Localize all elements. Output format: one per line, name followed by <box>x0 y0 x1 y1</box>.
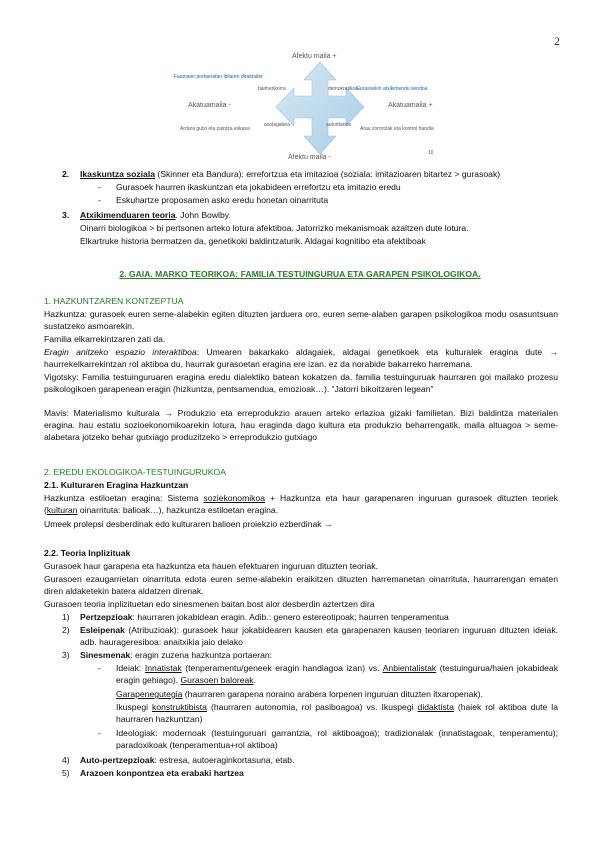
culture-text-a: Hazkuntza estiloetan eragina: Sistema <box>44 493 204 503</box>
self-perceptions-item <box>80 754 294 766</box>
perspectives <box>116 701 558 725</box>
problem-solving-item: Arazoen konpontzea eta erabaki hartzea <box>80 768 244 778</box>
innatist-desc: (tenperamentu/geneek eragin handiagoa izan) vs. <box>181 663 383 673</box>
subsection-2-1-paragraph-2: Umeek prolepsi desberdinak edo kulturaren balioen proiekzio ezberdinak → <box>44 519 333 529</box>
item-number: 3) <box>62 650 70 660</box>
section-1-paragraph-3 <box>44 346 558 370</box>
beliefs-term: Sinesmenak <box>80 650 131 660</box>
attributions-desc: (Atribuzioak): gurasoek haur jokabidearen kausen eta garapenaren kausen teoriaren inguruan dituzten ideiak. adb. haurageresiboa: anaitxikia jaio delako <box>80 625 558 647</box>
note-bottom-right: Arau zorrotzak eta kontrol handia <box>360 126 434 132</box>
subsection-2-1-paragraph-1 <box>44 492 558 516</box>
bullet-dash: - <box>98 663 101 673</box>
four-way-arrow-icon <box>276 62 364 154</box>
interactive-space-desc: : Umearen bakarkako aldagaiek, aldagai genetikoek eta kulturalek eragina dute → haurrekelkarrekintzan rol aktiboa du, haurrak gurasoetan eragina ere izan. ez da norabide bakarreko harremana. <box>44 347 558 369</box>
attachment-line-2: Elkartruke historia bermatzen da, genetikoki baldintzaturik. Aldagai kognitibo eta afektiboak <box>80 236 426 246</box>
innatist-term: Innatistak <box>144 663 182 673</box>
ideologies: Ideologiak: modernoak (testuinguruari garrantzia, rol aktiboagoa); tradizionalak (innatistagoak, tenperamentu); paradoxikoak (tenperamentua+rol aktiboa) <box>116 728 558 750</box>
quadrant-neglectful: axolagabea <box>264 122 290 128</box>
calendar-term: Garapenegutegia <box>116 689 183 699</box>
axis-right-label: Akatuamaila + <box>388 102 433 109</box>
calendar-desc: (haurraren garapena noraino arabera lorpenen inguruan dituzten itxaropenak). <box>182 689 483 699</box>
social-learning-bullet-1: Gurasoek haurren ikaskuntzan eta jokabideen errefortzu eta imitazio eredu <box>116 182 401 192</box>
item-number: 1) <box>62 612 70 622</box>
subsection-2-2-paragraph-1: Gurasoek haur garapena eta hazkuntza eta hauen efektuaren inguruan dituzten teoriak. <box>44 561 378 571</box>
axis-bottom-label: Afektu maila - <box>288 154 331 161</box>
section-1-paragraph-4: Vigotsky: Familia testuinguruaren eragina eredu dialektiko batean kokatzen da. familia testuinguruak haurraren goi mailako prozesu psikologikoen garapenean eragin (hizkuntza, pentsamendua, emozioak…). “Jatorri bikoitzaren legean” <box>44 372 558 394</box>
parent-values-term: Gurasoen baloreak <box>180 675 254 685</box>
item-number: 2) <box>62 625 70 635</box>
culture-term: kulturan <box>46 505 78 515</box>
didactic-desc: (haiek rol aktiboa dute la haurraren hazkuntzan) <box>116 702 558 724</box>
note-bottom-left: Ardura gutxi eta zaintza eskasa <box>180 126 250 132</box>
beliefs-item <box>80 649 272 661</box>
social-learning-bullet-2: Eskuhartze proposamen asko eredu honetan oinarrituta <box>116 195 329 205</box>
development-calendar <box>116 688 483 700</box>
perceptions-desc: : haurraren jokabidean eragin. Adib.: genero estereotipoak; haurren tenperamentua <box>132 612 449 622</box>
subsection-2-2-paragraph-2: Gurasoen ezaugarrietan oinarrituta edota euren seme-alabekin eraikitzen dituzten harremanetan oinarrituta, haurrarengan ematen diren aldaketekin batera aldatzen direnak. <box>44 574 558 596</box>
chapter-heading: 2. GAIA. MARKO TEORIKOA: FAMILIA TESTUINGURUA ETA GARAPEN PSIKOLOGIKOA. <box>119 269 481 279</box>
item-number: 5) <box>62 768 70 778</box>
section-2-title: 2. EREDU EKOLOGIKOA-TESTUINGURUKOA <box>44 467 226 477</box>
bullet-dash: - <box>98 728 101 738</box>
self-perceptions-term: Auto-pertzepzioak <box>80 755 155 765</box>
attachment-title: Atxikimenduaren teoria <box>80 210 176 220</box>
bullet-dash: - <box>98 182 101 192</box>
ideas-end: . <box>253 675 256 685</box>
attachment-line <box>80 209 231 221</box>
environmentalist-desc: (testuingurua/haien jokabideak eragin gehiago). <box>116 663 558 685</box>
interactive-space-term: Eragin anitzeko espazio interaktiboa <box>44 347 197 357</box>
social-learning-line <box>80 168 500 180</box>
attachment-author: . John Bowlby. <box>175 210 231 220</box>
note-top-right: Gurasoekin atxikimendu sendoa <box>356 86 428 92</box>
quadrant-democratic: demokratikoa <box>328 86 359 92</box>
social-learning-title: Ikaskuntza soziala <box>80 169 155 179</box>
socioeconomic-term: soziekonomikoa <box>203 493 266 503</box>
note-top-left: Faamaier portaeratan ibilaren diraldaiter <box>174 74 263 80</box>
section-1-title: 1. HAZKUNTZAREN KONTZEPTUA <box>44 296 184 306</box>
item-number: 2. <box>62 169 70 179</box>
subsection-2-1-title: 2.1. Kulturaren Eragina Hazkuntzan <box>44 480 189 490</box>
quadrant-permissive: baimenkorra <box>258 86 286 92</box>
beliefs-desc: : eragin zuzena hazkuntza portaeran: <box>130 650 273 660</box>
subsection-2-2-paragraph-3: Gurasoen teoria inplizituetan edo sinesmenen baitan bost alor desberdin aztertzen dira <box>44 599 375 609</box>
constructivist-desc: (haurraren autonomia, rol pasiboagoa) vs. Ikuspegi <box>206 702 418 712</box>
culture-text-c: oinarrituta: balioak…), hazkuntza estiloetan eragina. <box>77 505 279 515</box>
social-learning-desc: (Skinner eta Bandura): errefortzua eta imitazioa (soziala: imitazioaren bitartez > gurasoak) <box>155 169 501 179</box>
environmentalist-term: Anbientalistak <box>382 663 437 673</box>
quadrant-authoritarian: autoritarioa <box>326 122 352 128</box>
didactic-term: didaktista <box>417 702 454 712</box>
section-1-paragraph-1: Hazkuntza: gurasoek euren seme-alabekin egiten dituzten jarduera oro, euren seme-alaben garapen psikologikoa modu osasuntsuan sustatzeko asmoarekin. <box>44 309 558 331</box>
perspective-label: Ikuspegi <box>116 702 153 712</box>
section-1-paragraph-2: Familia elkarrekintzaren zati da. <box>44 334 166 344</box>
axis-left-label: Akatuamaila - <box>188 102 231 109</box>
section-1-paragraph-5: Mavis: Materialismo kulturala → Produkzio eta erreprodukzio arauen arteko erlazioa gizaki familietan. Bizi baldintza materialen eragina. hau estatu sozioekonomikoarekin lotura, hau eraginda dago kultura eta produkzio beharrengatik. maila altuagoa > seme-alabetara jotzeko behar gutxiago produzitzeko > erreprodukzio gutxiago <box>44 408 558 442</box>
beliefs-ideas <box>116 662 558 686</box>
item-number: 4) <box>62 755 70 765</box>
attributions-item <box>80 624 558 648</box>
figure-number: 10 <box>428 150 434 156</box>
attachment-line-1: Oinarri biologikoa > bi pertsonen arteko lotura afektiboa. Jatorrizko mekanismoak azaltzen dute lotura. <box>80 223 469 233</box>
parenting-styles-diagram <box>170 50 450 165</box>
bullet-dash: - <box>98 195 101 205</box>
perceptions-term: Pertzepzioak <box>80 612 133 622</box>
self-perceptions-desc: : estresa, autoeraginkortasuna, etab. <box>154 755 295 765</box>
perceptions-item <box>80 611 449 623</box>
constructivist-term: konstruktibista <box>152 702 207 712</box>
culture-text-b: + Hazkuntza eta haur garapenaren inguruan gurasoek dituzten teoriek ( <box>44 493 558 515</box>
ideas-label: Ideiak: <box>116 663 145 673</box>
attributions-term: Esleipenak <box>80 625 125 635</box>
page-number: 2 <box>554 34 560 48</box>
subsection-2-2-title: 2.2. Teoria Inplizituak <box>44 548 131 558</box>
item-number: 3. <box>62 210 70 220</box>
axis-top-label: Afektu maila + <box>292 53 337 60</box>
